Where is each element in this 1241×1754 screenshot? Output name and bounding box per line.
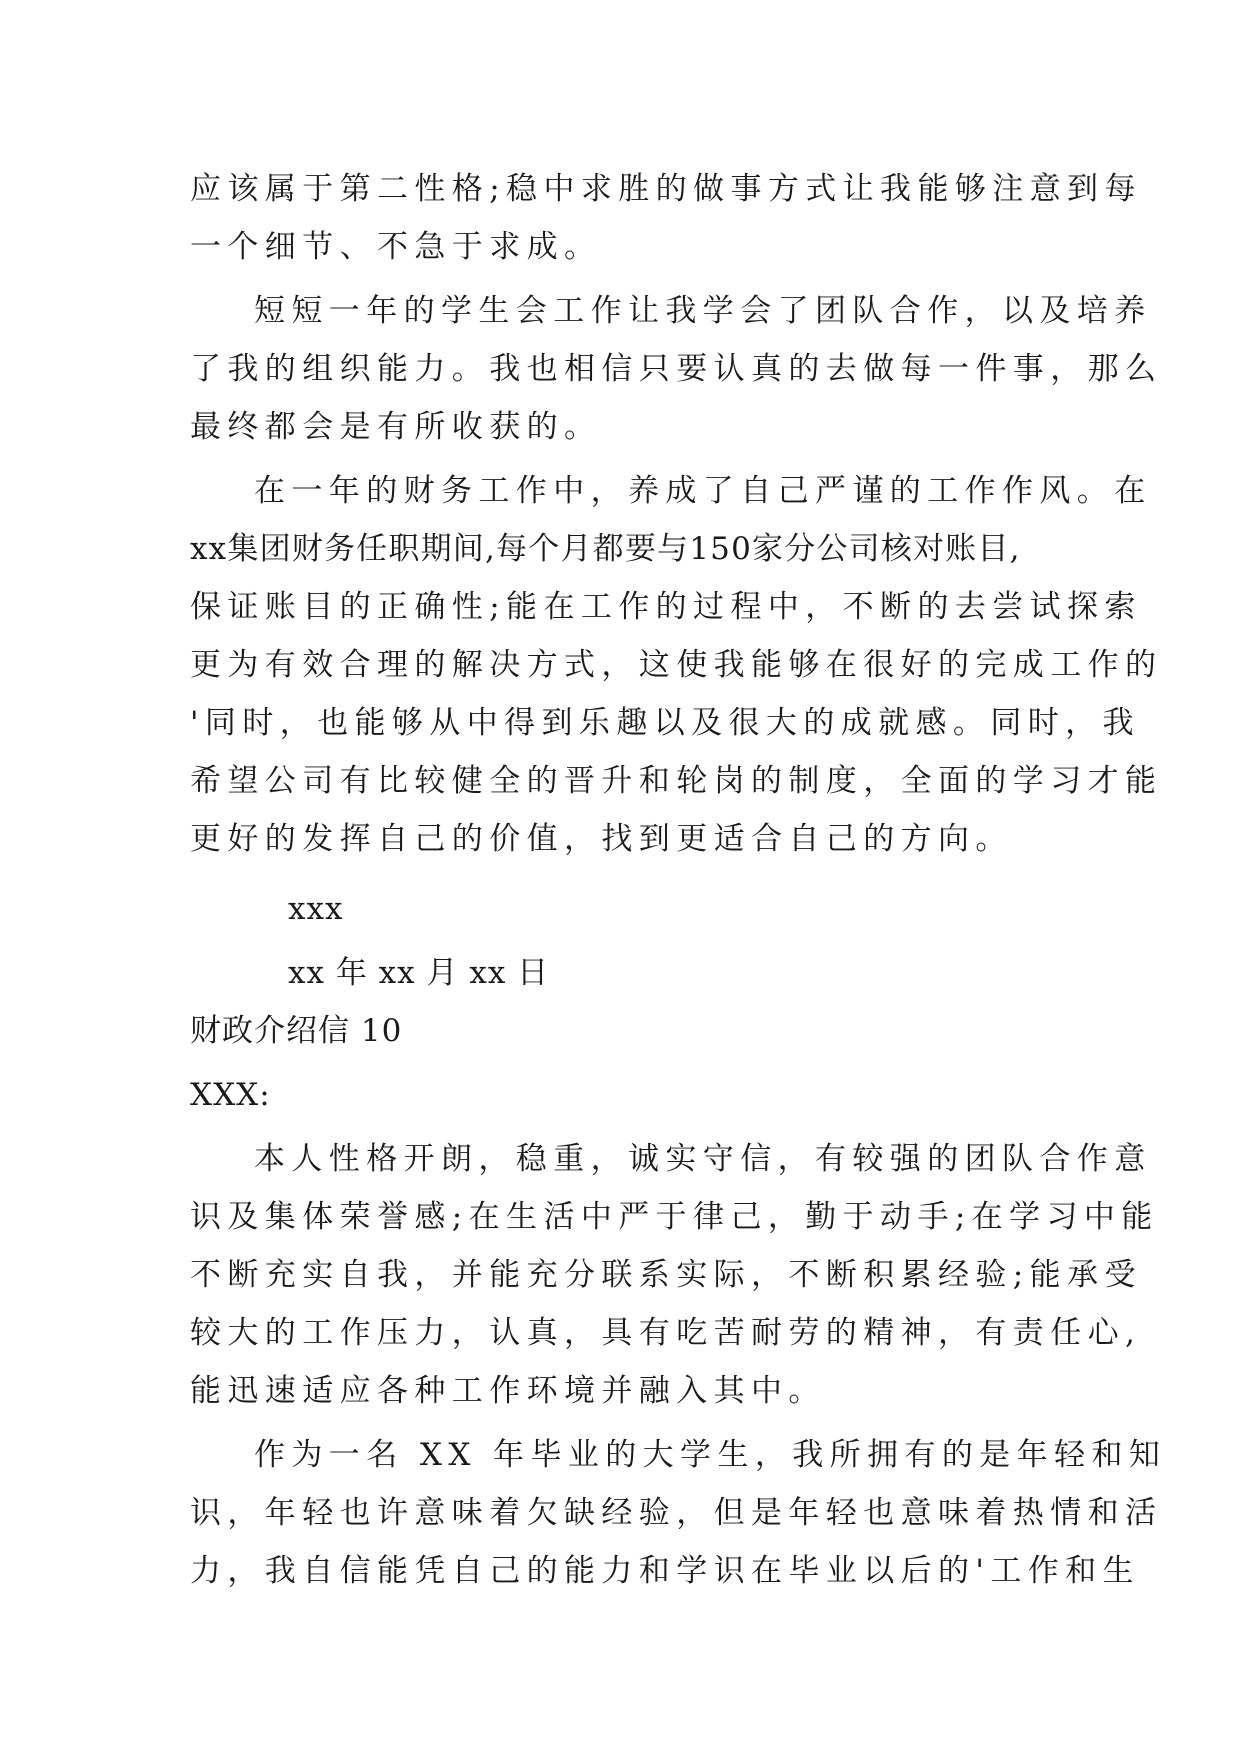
paragraph-line: 了我的组织能力。我也相信只要认真的去做每一件事，那么 — [190, 351, 1163, 387]
paragraph-personality-continued — [190, 160, 1142, 276]
paragraph-line: 识及集体荣誉感;在生活中严于律己，勤于动手;在学习中能 — [190, 1199, 1159, 1235]
paragraph-line: 短短一年的学生会工作让我学会了团队合作，以及培养 — [254, 293, 1152, 329]
paragraph-line: 应该属于第二性格;稳中求胜的做事方式让我能够注意到每 — [190, 171, 1142, 207]
paragraph-line: 保证账目的正确性;能在工作的过程中，不断的去尝试探索 — [190, 589, 1142, 625]
paragraph-line: 在一年的财务工作中，养成了自己严谨的工作作风。在 — [254, 473, 1152, 509]
paragraph-line: 更为有效合理的解决方式，这使我能够在很好的完成工作的 — [190, 647, 1163, 683]
paragraph-line: '同时，也能够从中得到乐趣以及很大的成就感。同时，我 — [190, 705, 1140, 741]
paragraph-line: 希望公司有比较健全的晋升和轮岗的制度，全面的学习才能 — [190, 763, 1163, 799]
paragraph-line: 力，我自信能凭自己的能力和学识在毕业以后的'工作和生 — [190, 1553, 1140, 1589]
paragraph-line: xx集团财务任职期间,每个月都要与150家分公司核对账目, — [190, 531, 1021, 567]
paragraph-line: 更好的发挥自己的价值，找到更适合自己的方向。 — [190, 821, 1013, 857]
paragraph-student-union — [190, 282, 1163, 456]
paragraph-line: 最终都会是有所收获的。 — [190, 409, 602, 445]
paragraph-line: 本人性格开朗，稳重，诚实守信，有较强的团队合作意 — [254, 1141, 1152, 1177]
paragraph-line: 识，年轻也许意味着欠缺经验，但是年轻也意味着热情和活 — [190, 1495, 1163, 1531]
paragraph-self-introduction — [190, 1130, 1159, 1420]
signature-date: xx 年 xx 月 xx 日 — [288, 955, 550, 991]
paragraph-line: 不断充实自我，并能充分联系实际，不断积累经验;能承受 — [190, 1257, 1142, 1293]
paragraph-line: 能迅速适应各种工作环境并融入其中。 — [190, 1373, 826, 1409]
letter-salutation: XXX: — [190, 1077, 271, 1113]
paragraph-line: 一个细节、不急于求成。 — [190, 229, 602, 265]
paragraph-line: 较大的工作压力，认真，具有吃苦耐劳的精神，有责任心, — [190, 1315, 1142, 1351]
paragraph-line: 作为一名 XX 年毕业的大学生，我所拥有的是年轻和知 — [254, 1437, 1167, 1473]
document-page — [190, 160, 1167, 1600]
letter-title: 财政介绍信 10 — [190, 1013, 403, 1049]
paragraph-finance-work — [190, 462, 1163, 868]
paragraph-graduate — [190, 1426, 1167, 1600]
signature-name: xxx — [288, 891, 344, 927]
